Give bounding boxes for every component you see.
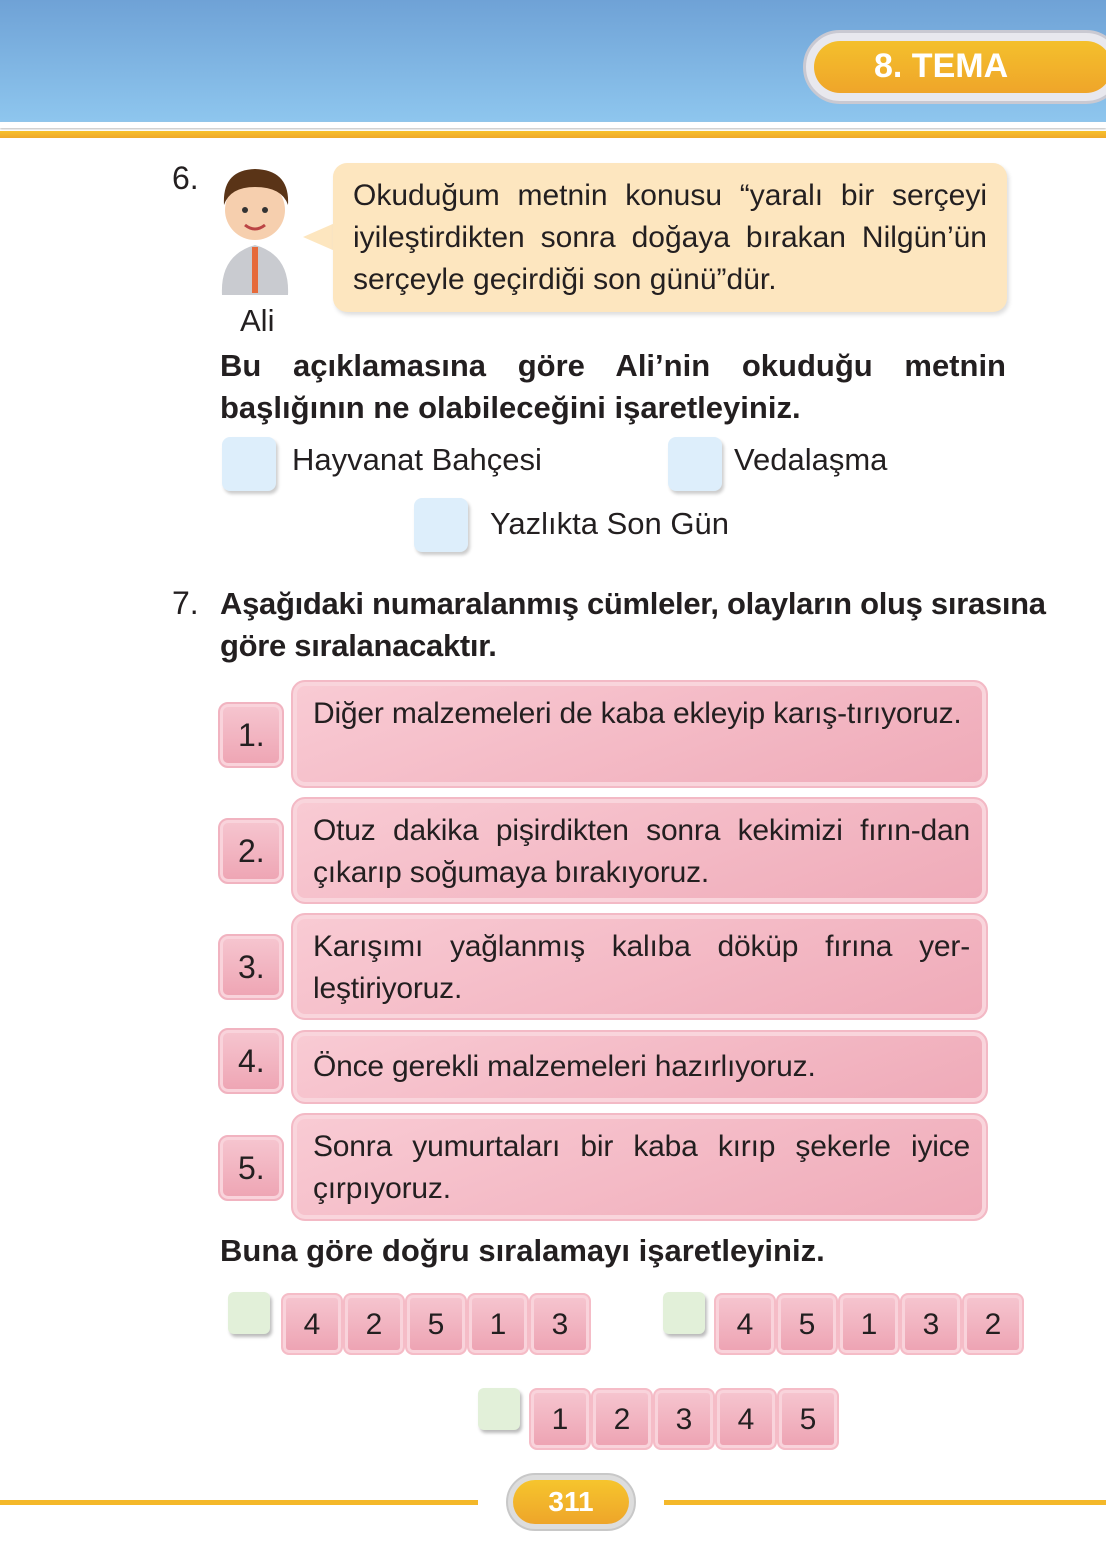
sequence-tile: 2 [343, 1293, 405, 1355]
sentence-number: 4. [218, 1028, 284, 1094]
boy-illustration-icon [212, 165, 298, 300]
sequence-tile: 5 [777, 1388, 839, 1450]
sequence-tile: 4 [281, 1293, 343, 1355]
sequence-tile: 1 [529, 1388, 591, 1450]
answer-checkbox[interactable] [478, 1388, 520, 1430]
sentence-number: 2. [218, 818, 284, 884]
answer-sequence [529, 1388, 839, 1450]
question-number: 7. [172, 585, 199, 621]
page-number-badge [506, 1473, 636, 1531]
speech-bubble-tail [303, 223, 335, 251]
sequence-tile: 3 [529, 1293, 591, 1355]
sentence-number: 3. [218, 934, 284, 1000]
option-checkbox[interactable] [414, 498, 468, 552]
sentence-box: Önce gerekli malzemeleri hazırlıyoruz. [291, 1030, 988, 1104]
theme-badge [803, 30, 1106, 104]
option-checkbox[interactable] [668, 437, 722, 491]
sequence-tile: 5 [776, 1293, 838, 1355]
question-prompt: Bu açıklamasına göre Ali’nin okuduğu metnin başlığının ne olabileceğini işaretleyiniz. [220, 348, 1006, 425]
question-number: 6. [172, 160, 199, 196]
sequence-tile: 4 [714, 1293, 776, 1355]
instruction: Buna göre doğru sıralamayı işaretleyiniz. [220, 1233, 825, 1268]
answer-checkbox[interactable] [663, 1292, 705, 1334]
speaker-name: Ali [240, 303, 275, 338]
question-prompt: Aşağıdaki numaralanmış cümleler, olayların oluş sırasına göre sıralanacaktır. [220, 586, 1046, 663]
speech-bubble: Okuduğum metnin konusu “yaralı bir serçeyi iyileştirdikten sonra doğaya bırakan Nilgün’ün serçeyle geçirdiği son günü”dür. [333, 163, 1007, 312]
answer-checkbox[interactable] [228, 1292, 270, 1334]
sequence-tile: 4 [715, 1388, 777, 1450]
sentence-box: Karışımı yağlanmış kalıba döküp fırına yer-leştiriyoruz. [291, 913, 988, 1020]
sentence-box: Sonra yumurtaları bir kaba kırıp şekerle iyice çırpıyoruz. [291, 1113, 988, 1221]
divider [0, 131, 1106, 138]
sequence-tile: 3 [900, 1293, 962, 1355]
option-checkbox[interactable] [222, 437, 276, 491]
option-label: Hayvanat Bahçesi [292, 442, 542, 477]
footer-line [0, 1500, 478, 1505]
sequence-tile: 5 [405, 1293, 467, 1355]
sequence-tile: 2 [591, 1388, 653, 1450]
theme-label: 8. TEMA [814, 41, 1106, 93]
answer-sequence [281, 1293, 591, 1355]
option-label: Vedalaşma [734, 442, 888, 477]
answer-sequence [714, 1293, 1024, 1355]
sentence-box: Diğer malzemeleri de kaba ekleyip karış-tırıyoruz. [291, 680, 988, 788]
sentence-number: 1. [218, 702, 284, 768]
sequence-tile: 3 [653, 1388, 715, 1450]
sequence-tile: 1 [838, 1293, 900, 1355]
divider [0, 122, 1106, 128]
option-label: Yazlıkta Son Gün [490, 506, 729, 541]
footer-line [664, 1500, 1106, 1505]
page-number: 311 [513, 1480, 629, 1524]
sentence-box: Otuz dakika pişirdikten sonra kekimizi fırın-dan çıkarıp soğumaya bırakıyoruz. [291, 797, 988, 904]
sentence-number: 5. [218, 1135, 284, 1201]
sequence-tile: 1 [467, 1293, 529, 1355]
sequence-tile: 2 [962, 1293, 1024, 1355]
